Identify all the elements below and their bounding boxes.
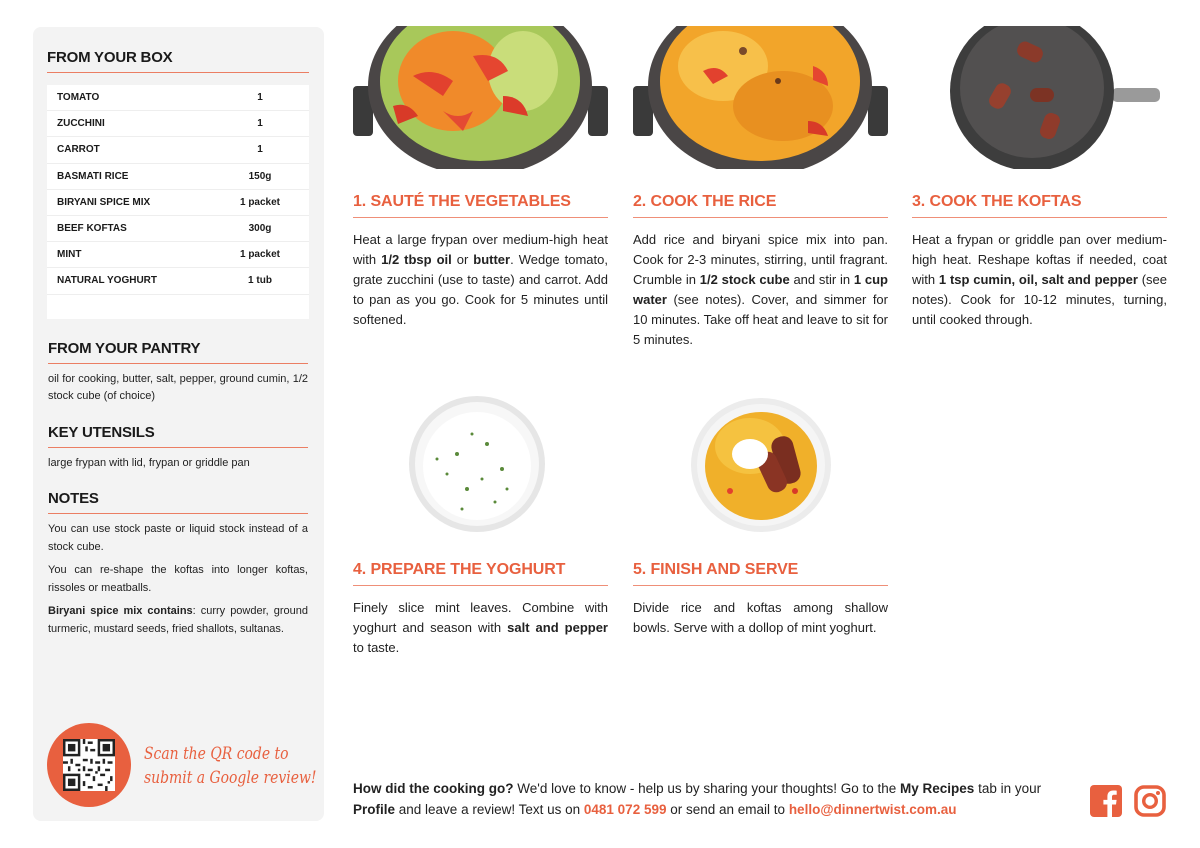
- step-5-image: [690, 396, 833, 534]
- note-spice-label: Biryani spice mix contains: [48, 605, 193, 617]
- section-divider: [47, 72, 309, 73]
- step-2: [633, 193, 888, 350]
- ingredient-qty: 300g: [248, 223, 272, 235]
- step-divider: [353, 217, 608, 218]
- ingredient-qty: 1 packet: [239, 196, 281, 208]
- step-2-title: 2. COOK THE RICE: [633, 193, 777, 210]
- ingredient-row: [47, 137, 309, 163]
- footer-my-recipes: My Recipes: [900, 781, 975, 796]
- ingredient-name: BIRYANI SPICE MIX: [57, 196, 151, 208]
- step-4-text: [353, 598, 608, 658]
- notes-section: [48, 490, 308, 638]
- step-text-bold: 1 cup water: [633, 272, 888, 307]
- step-text-bold: 1/2 tbsp oil: [381, 252, 452, 267]
- qr-caption-line-1: Scan the QR code to: [144, 744, 289, 764]
- step-5: [633, 561, 888, 638]
- ingredient-qty: 1 packet: [239, 249, 281, 261]
- ingredient-row: [47, 242, 309, 268]
- ingredient-row: [47, 190, 309, 216]
- ingredient-row: [47, 268, 309, 294]
- ingredient-name: MINT: [57, 249, 82, 261]
- notes-title: NOTES: [48, 490, 99, 507]
- step-text-span: (see notes). Cook for 10-12 minutes, turning, until cooked through.: [912, 272, 1168, 327]
- ingredient-name: BASMATI RICE: [57, 170, 129, 182]
- step-divider: [353, 585, 608, 586]
- note-stock: You can use stock paste or liquid stock instead of a stock cube.: [48, 523, 308, 553]
- ingredient-name: NATURAL YOGHURT: [57, 275, 157, 287]
- step-5-title: 5. FINISH AND SERVE: [633, 561, 799, 578]
- step-text-span: . Wedge tomato, grate zucchini (use to taste) and carrot. Add to pan as you go. Cook for 5 minutes until softened.: [353, 252, 608, 327]
- ingredient-row: [47, 111, 309, 137]
- ingredient-row: [47, 85, 309, 111]
- footer-text: or send an email to: [666, 802, 789, 817]
- ingredient-qty: 150g: [248, 170, 272, 182]
- step-3-title: 3. COOK THE KOFTAS: [912, 193, 1082, 210]
- footer-question: How did the cooking go?: [353, 781, 514, 796]
- step-text-bold: 1/2 stock cube: [699, 272, 790, 287]
- pantry-text: oil for cooking, butter, salt, pepper, ground cumin, 1/2 stock cube (of choice): [48, 373, 308, 402]
- step-text-bold: salt and pepper: [507, 620, 608, 635]
- step-text-bold: 1 tsp cumin, oil, salt and pepper: [938, 272, 1138, 287]
- feedback-footer: [353, 778, 1073, 820]
- facebook-icon[interactable]: [1090, 785, 1122, 817]
- step-text-span: Add rice and biryani spice mix into pan. Cook for 2-3 minutes, stirring, until fragrant. Crumble in: [633, 232, 888, 287]
- step-text-span: Finely slice mint leaves. Combine with yoghurt and season with: [353, 600, 608, 635]
- step-divider: [912, 217, 1167, 218]
- step-divider: [633, 217, 888, 218]
- ingredient-row: [47, 164, 309, 190]
- ingredient-qty: 1: [257, 92, 263, 104]
- pantry-section: [48, 340, 308, 405]
- qr-badge: [47, 723, 131, 807]
- step-3-text: [912, 230, 1167, 330]
- section-divider: [48, 513, 308, 514]
- step-3: [912, 193, 1167, 330]
- ingredient-row: [47, 216, 309, 242]
- step-4: [353, 561, 608, 658]
- qr-review-caption: [144, 742, 317, 790]
- note-spice-text: : curry powder, ground turmeric, mustard seeds, fried shallots, sultanas.: [48, 605, 308, 635]
- step-2-text: [633, 230, 888, 350]
- qr-review-block: [47, 723, 317, 807]
- step-text-span: to taste.: [353, 640, 400, 655]
- ingredient-name: ZUCCHINI: [57, 118, 105, 130]
- step-text-span: (see notes). Cover, and simmer for 10 minutes. Take off heat and leave to sit for 5 minutes.: [633, 292, 888, 347]
- instagram-icon[interactable]: [1134, 785, 1166, 817]
- step-3-image: [912, 26, 1167, 169]
- utensils-title: KEY UTENSILS: [48, 424, 155, 441]
- step-divider: [633, 585, 888, 586]
- pantry-title: FROM YOUR PANTRY: [48, 340, 201, 357]
- footer-email-link[interactable]: hello@dinnertwist.com.au: [788, 802, 957, 817]
- footer-profile: Profile: [353, 802, 396, 817]
- section-divider: [48, 363, 308, 364]
- footer-text: We'd love to know - help us by sharing your thoughts! Go to the: [513, 781, 901, 796]
- utensils-section: [48, 424, 308, 472]
- step-4-title: 4. PREPARE THE YOGHURT: [353, 561, 566, 578]
- footer-phone-link[interactable]: 0481 072 599: [583, 802, 667, 817]
- step-2-image: [633, 26, 888, 169]
- footer-text: and leave a review! Text us on: [395, 802, 584, 817]
- step-text-bold: butter: [473, 252, 511, 267]
- qr-code[interactable]: [63, 739, 115, 791]
- ingredient-qty: 1 tub: [248, 275, 272, 287]
- step-text-span: or: [451, 252, 474, 267]
- step-4-image: [407, 394, 547, 534]
- step-1-text: [353, 230, 608, 330]
- step-5-text: Divide rice and koftas among shallow bowls. Serve with a dollop of mint yoghurt.: [633, 600, 888, 635]
- from-your-box-section: [47, 49, 309, 73]
- step-text-span: Heat a large frypan over medium-high heat with: [353, 232, 608, 267]
- sidebar-panel: [33, 27, 324, 821]
- qr-caption-line-2: submit a Google review!: [144, 768, 317, 788]
- ingredient-qty: 1: [257, 118, 263, 130]
- step-text-span: Heat a frypan or griddle pan over medium-high heat. Reshape koftas if needed, coat with: [912, 232, 1167, 287]
- from-your-box-title: FROM YOUR BOX: [47, 49, 173, 66]
- step-1-image: [353, 26, 608, 169]
- ingredient-qty: 1: [257, 144, 263, 156]
- footer-text: tab in your: [974, 781, 1042, 796]
- ingredients-table: [47, 85, 309, 319]
- note-koftas: You can re-shape the koftas into longer koftas, rissoles or meatballs.: [48, 564, 308, 594]
- step-text-span: and stir in: [789, 272, 854, 287]
- ingredient-name: TOMATO: [57, 92, 100, 104]
- step-1-title: 1. SAUTÉ THE VEGETABLES: [353, 193, 571, 210]
- ingredient-name: BEEF KOFTAS: [57, 223, 127, 235]
- ingredient-name: CARROT: [57, 144, 100, 156]
- utensils-text: large frypan with lid, frypan or griddle pan: [48, 457, 250, 469]
- note-spice-mix: [48, 603, 308, 638]
- section-divider: [48, 447, 308, 448]
- step-1: [353, 193, 608, 330]
